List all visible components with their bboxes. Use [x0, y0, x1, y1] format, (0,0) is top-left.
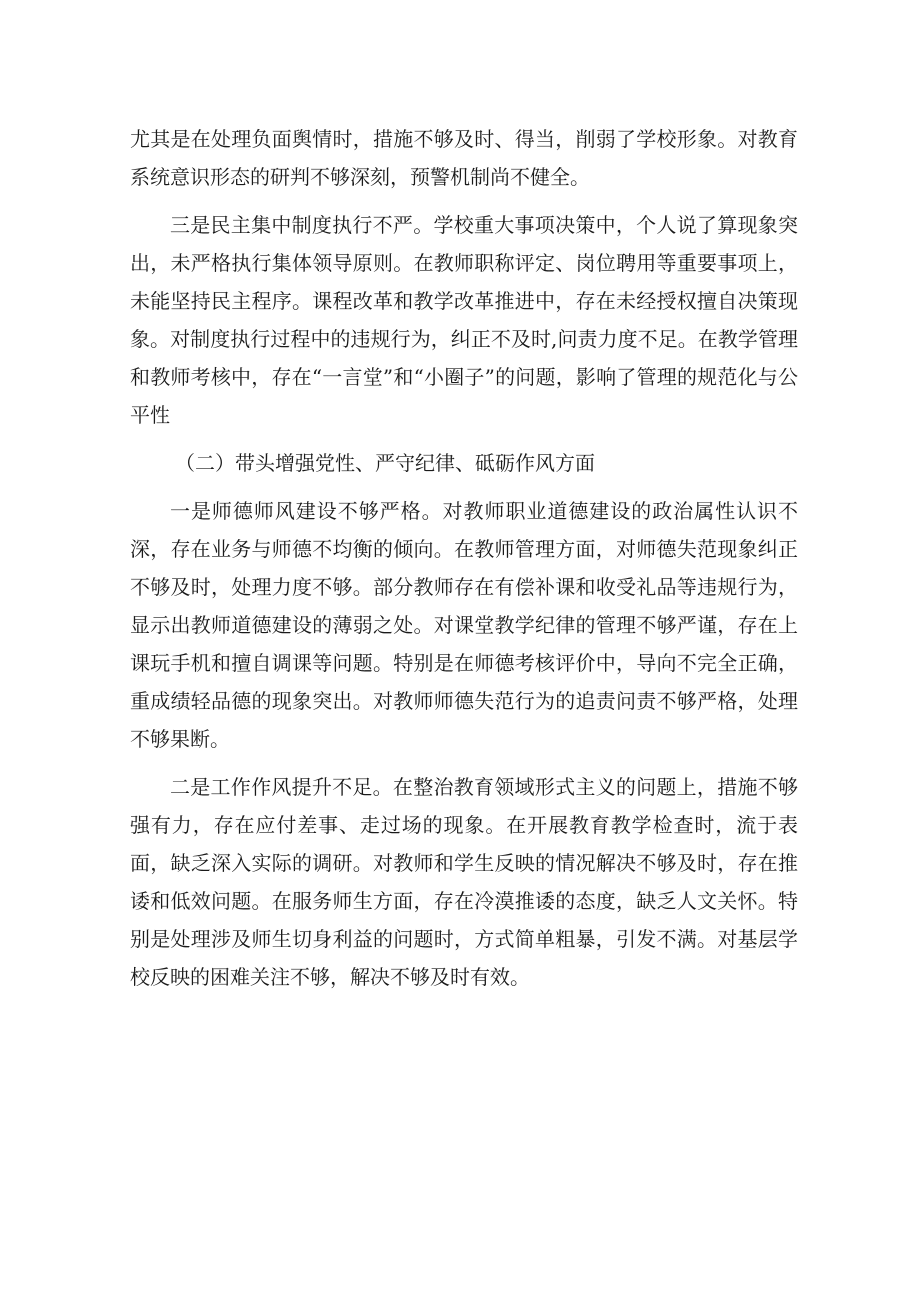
paragraph-democratic-centralism: 三是民主集中制度执行不严。学校重大事项决策中，个人说了算现象突出，未严格执行集体领导原则。在教师职称评定、岗位聘用等重要事项上，未能坚持民主程序。课程改革和教学改革推进中，存在未经授权擅自决策现象。对制度执行过程中的违规行为，纠正不及时,问责力度不足。在教学管理和教师考核中，存在“一言堂”和“小圈子”的问题，影响了管理的规范化与公平性 — [130, 213, 798, 427]
paragraph-teacher-ethics: 一是师德师风建设不够严格。对教师职业道德建设的政治属性认识不深，存在业务与师德不均衡的倾向。在教师管理方面，对师德失范现象纠正不够及时，处理力度不够。部分教师存在有偿补课和收受礼品等违规行为，显示出教师道德建设的薄弱之处。对课堂教学纪律的管理不够严谨，存在上课玩手机和擅自调课等问题。特别是在师德考核评价中，导向不完全正确，重成绩轻品德的现象突出。对教师师德失范行为的追责问责不够严格，处理不够果断。 — [130, 499, 798, 751]
section-heading: （二）带头增强党性、严守纪律、砥砺作风方面 — [175, 451, 595, 475]
paragraph-work-style: 二是工作作风提升不足。在整治教育领域形式主义的问题上，措施不够强有力，存在应付差事、走过场的现象。在开展教育教学检查时，流于表面，缺乏深入实际的调研。对教师和学生反映的情况解决不够及时，存在推诿和低效问题。在服务师生方面，存在冷漠推诿的态度，缺乏人文关怀。特别是处理涉及师生切身利益的问题时，方式简单粗暴，引发不满。对基层学校反映的困难关注不够，解决不够及时有效。 — [130, 775, 798, 989]
paragraph-continuation: 尤其是在处理负面舆情时，措施不够及时、得当，削弱了学校形象。对教育系统意识形态的研判不够深刻，预警机制尚不健全。 — [130, 127, 798, 189]
